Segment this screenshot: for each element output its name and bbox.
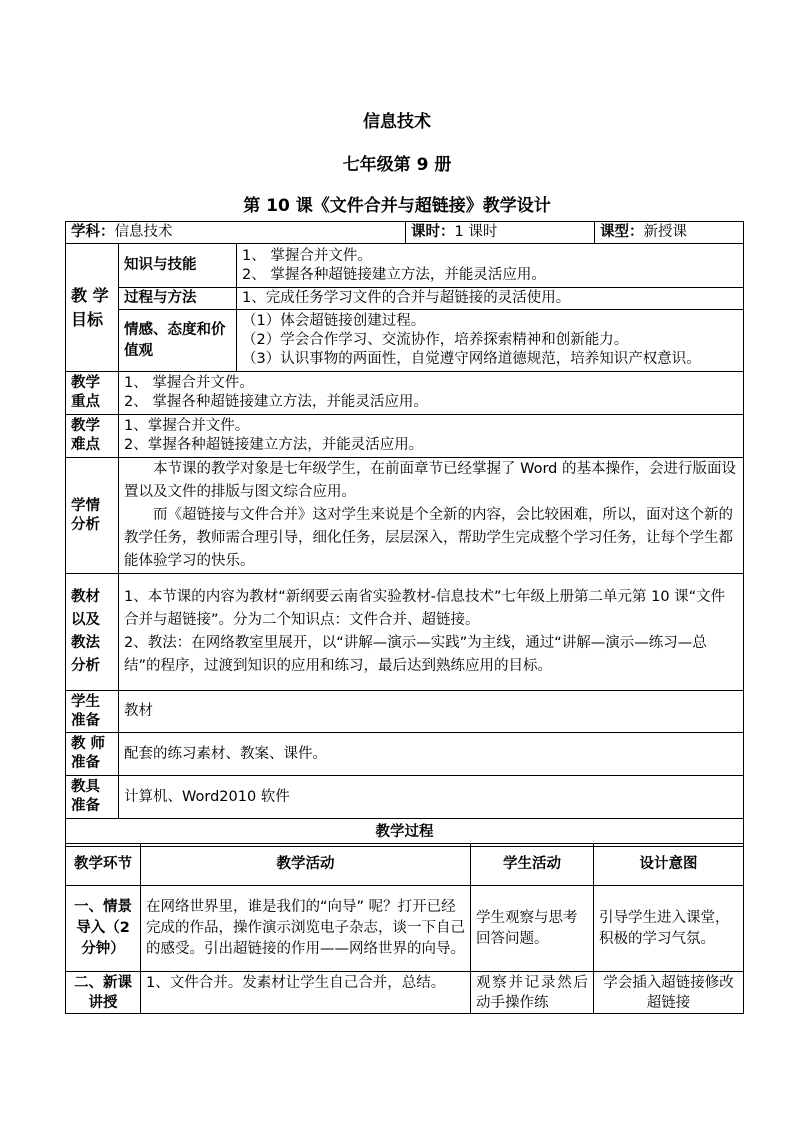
materials-row [66,574,744,691]
teacher-prep-value: 配套的练习素材、教案、课件。 [119,733,744,776]
materials-content [119,574,744,691]
info-row [66,222,744,244]
header-intent: 设计意图 [594,844,744,886]
lesson-title: 第 10 课《文件合并与超链接》教学设计 [243,196,551,216]
process-header-row [66,844,744,886]
analysis-label: 学情分析 [66,458,119,574]
hours-value: 1 课时 [454,224,498,240]
emotion-content [237,310,744,372]
process-table [65,843,744,1014]
key-points-content [119,372,744,415]
student-cell: 观察并记录然后动手操作练 [471,972,594,1014]
lesson-plan-table [65,221,744,847]
header-student: 学生活动 [471,844,594,886]
objective-process-row [66,288,744,310]
teacher-prep-row [66,733,744,776]
knowledge-item: 1、 掌握合并文件。 [242,247,372,264]
difficulties-row [66,415,744,458]
process-row [66,972,744,1014]
header-stage: 教学环节 [66,844,141,886]
tools-prep-value: 计算机、Word2010 软件 [119,776,744,819]
student-prep-row [66,691,744,733]
analysis-row [66,458,744,574]
materials-paragraph: 2、教法：在网络教室里展开，以“讲解—演示—实践”为主线，通过“讲解—演示—练习—总结”的程序，过渡到知识的应用和练习，最后达到熟练应用的目标。 [124,635,707,674]
process-method-content: 1、完成任务学习文件的合并与超链接的灵活使用。 [237,288,744,310]
objective-knowledge-row [66,244,744,288]
process-row [66,886,744,972]
header-activity: 教学活动 [141,844,471,886]
materials-paragraph: 1、本节课的内容为教材“新纲要云南省实验教材-信息技术”七年级上册第二单元第 10 课“文件合并与超链接”。分为二个知识点：文件合并、超链接。 [124,589,726,628]
subject-value: 信息技术 [114,224,173,240]
type-cell [595,222,744,244]
process-method-label: 过程与方法 [119,288,237,310]
doc-title: 信息技术 [363,112,431,132]
emotion-item: （3）认识事物的两面性，自觉遵守网络道德规范，培养知识产权意识。 [242,351,701,367]
tools-prep-label: 教具准备 [66,776,119,819]
intent-cell: 学会插入超链接修改超链接 [594,972,744,1014]
subject-label: 学科： [71,224,115,240]
hours-label: 课时： [411,224,455,240]
process-title: 教学过程 [66,819,744,847]
subject-cell [66,222,406,244]
materials-label: 教材以及教法分析 [66,574,119,691]
knowledge-label: 知识与技能 [119,244,237,288]
analysis-paragraph: 本节课的教学对象是七年级学生，在前面章节已经掌握了 Word 的基本操作，会进行版面设置以及文件的排版与图文综合应用。 [124,461,736,500]
analysis-paragraph: 而《超链接与文件合并》这对学生来说是个全新的内容，会比较困难，所以，面对这个新的教学任务，教师需合理引导，细化任务，层层深入，帮助学生完成整个学习任务，让每个学生都能体验学习的快乐。 [124,507,733,569]
type-value: 新授课 [643,224,687,240]
emotion-label: 情感、态度和价值观 [119,310,237,372]
difficulty-item: 2、掌握各种超链接建立方法，并能灵活应用。 [124,437,424,453]
tools-prep-row [66,776,744,819]
hours-cell [406,222,595,244]
analysis-content [119,458,744,574]
knowledge-item: 2、 掌握各种超链接建立方法，并能灵活应用。 [242,266,546,283]
difficulties-content [119,415,744,458]
activity-cell: 1、文件合并。发素材让学生自己合并，总结。 [141,972,471,1014]
key-points-row [66,372,744,415]
difficulty-item: 1、掌握合并文件。 [124,418,250,434]
stage-cell: 二、新课讲授 [66,972,141,1014]
knowledge-content [237,244,744,288]
emotion-item: （2）学会合作学习、交流协作，培养探索精神和创新能力。 [242,332,629,348]
key-point-item: 1、 掌握合并文件。 [124,375,254,391]
grade-title: 七年级第 9 册 [342,155,452,175]
student-cell: 学生观察与思考回答问题。 [471,886,594,972]
difficulties-label: 教学难点 [66,415,119,458]
type-label: 课型： [600,224,644,240]
student-prep-value: 教材 [119,691,744,733]
intent-cell: 引导学生进入课堂，积极的学习气氛。 [594,886,744,972]
key-points-label: 教学重点 [66,372,119,415]
activity-cell: 在网络世界里，谁是我们的“向导” 呢？打开已经完成的作品，操作演示浏览电子杂志，谈一下自己的感受。引出超链接的作用——网络世界的向导。 [141,886,471,972]
teacher-prep-label: 教 师准备 [66,733,119,776]
objectives-label: 教 学目标 [66,244,119,372]
objective-emotion-row [66,310,744,372]
stage-cell: 一、情景导入（2 分钟） [66,886,141,972]
student-prep-label: 学生准备 [66,691,119,733]
key-point-item: 2、 掌握各种超链接建立方法，并能灵活应用。 [124,394,428,410]
emotion-item: （1）体会超链接创建过程。 [242,313,426,329]
